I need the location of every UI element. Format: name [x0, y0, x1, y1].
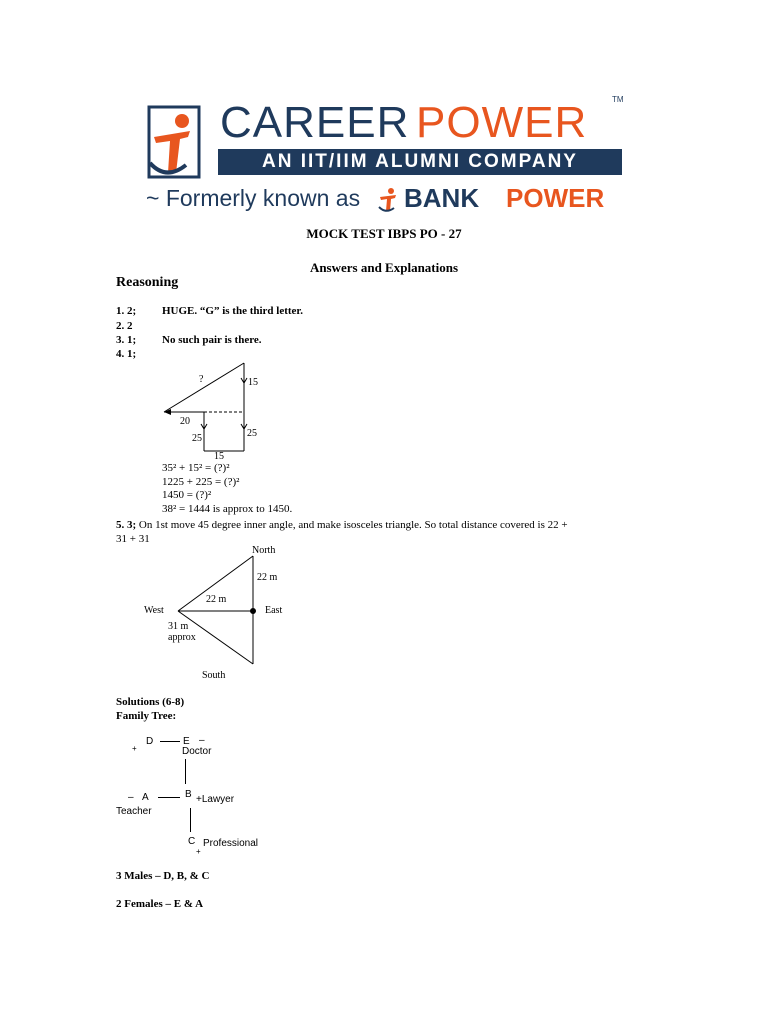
logo-career-text: CAREER	[220, 98, 410, 147]
answer-number: 2. 2	[116, 320, 133, 332]
section-heading: Reasoning	[116, 275, 179, 290]
fig2-label-31m: 31 m	[168, 621, 189, 632]
distance-diagram-1	[160, 360, 270, 465]
answer-number: 1. 2;	[116, 305, 137, 317]
calc-line: 38² = 1444 is approx to 1450.	[162, 502, 293, 515]
fig2-label-22m-mid: 22 m	[206, 594, 227, 605]
answer-text: HUGE. “G” is the third letter.	[162, 305, 304, 317]
tree-a-sign: –	[128, 792, 134, 803]
answer-3	[116, 334, 262, 346]
answer-text-cont: 31 + 31	[116, 533, 150, 545]
calc-line: 1450 = (?)²	[162, 489, 212, 501]
tree-node-d: D	[146, 736, 154, 747]
calc-line: 1225 + 225 = (?)²	[162, 475, 240, 488]
tree-c-professional: Professional	[203, 838, 259, 849]
answer-number: 4. 1;	[116, 348, 137, 360]
career-power-logo-icon	[146, 103, 212, 183]
tree-d-sign: +	[132, 744, 137, 753]
tree-e-sign: –	[199, 735, 205, 746]
family-tree	[110, 728, 280, 863]
fig1-label-25-right: 25	[247, 428, 257, 439]
tree-a-teacher: Teacher	[116, 806, 152, 817]
direction-diagram-2	[160, 550, 283, 680]
tree-b-lawyer: +Lawyer	[196, 794, 235, 805]
fig1-label-25-left: 25	[192, 433, 202, 444]
tree-node-a: A	[142, 792, 149, 803]
fig1-hypotenuse-label: ?	[199, 374, 204, 385]
tree-marriage-line-ab	[158, 797, 180, 798]
formerly-known-text: ~ Formerly known as	[146, 185, 361, 211]
tree-child-line	[190, 808, 191, 832]
answer-2	[116, 320, 162, 332]
tree-node-c: C	[188, 836, 196, 847]
tree-node-e: E	[183, 736, 190, 747]
fig2-south-label: South	[202, 670, 226, 681]
calculation-block	[162, 462, 292, 516]
answer-number: 5. 3;	[116, 519, 137, 531]
page-title: MOCK TEST IBPS PO - 27	[306, 226, 462, 241]
tree-c-sign: +	[196, 847, 201, 856]
logo-bank-power-text: POWER	[506, 183, 605, 213]
tree-parent-line	[185, 759, 186, 784]
family-tree-heading: Family Tree:	[116, 710, 177, 722]
answer-5	[116, 518, 676, 546]
fig2-west-label: West	[144, 605, 164, 616]
males-summary: 3 Males – D, B, & C	[116, 870, 210, 882]
solutions-heading: Solutions (6-8)	[116, 696, 185, 708]
calc-line: 35² + 15² = (?)²	[162, 462, 230, 474]
fig1-label-15-top: 15	[248, 377, 258, 388]
fig2-label-approx: approx	[168, 632, 196, 643]
tree-e-doctor: Doctor	[182, 746, 212, 757]
fig2-label-22m-right: 22 m	[257, 572, 278, 583]
answer-1	[116, 305, 303, 317]
page-subtitle: Answers and Explanations	[309, 260, 459, 275]
fig2-north-label: North	[252, 545, 276, 556]
tree-node-b: B	[185, 789, 192, 800]
answer-text: On 1st move 45 degree inner angle, and make isosceles triangle. So total distance covered is 22 +	[138, 519, 568, 531]
fig2-east-label: East	[265, 605, 283, 616]
answer-text: No such pair is there.	[162, 334, 262, 346]
bank-power-logo-icon	[378, 187, 400, 213]
fig1-label-20: 20	[180, 416, 190, 427]
tree-marriage-line-de	[160, 741, 180, 742]
answer-number: 3. 1;	[116, 334, 137, 346]
logo-bank-text: BANK	[404, 183, 480, 213]
answer-4	[116, 348, 162, 360]
logo-power-text: POWER	[416, 98, 588, 147]
logo	[146, 95, 626, 215]
trademark-mark: TM	[612, 95, 624, 104]
females-summary: 2 Females – E & A	[116, 898, 204, 910]
fig1-label-15-bottom: 15	[214, 451, 224, 462]
logo-tagline-bar: AN IIT/IIM ALUMNI COMPANY	[218, 149, 622, 175]
